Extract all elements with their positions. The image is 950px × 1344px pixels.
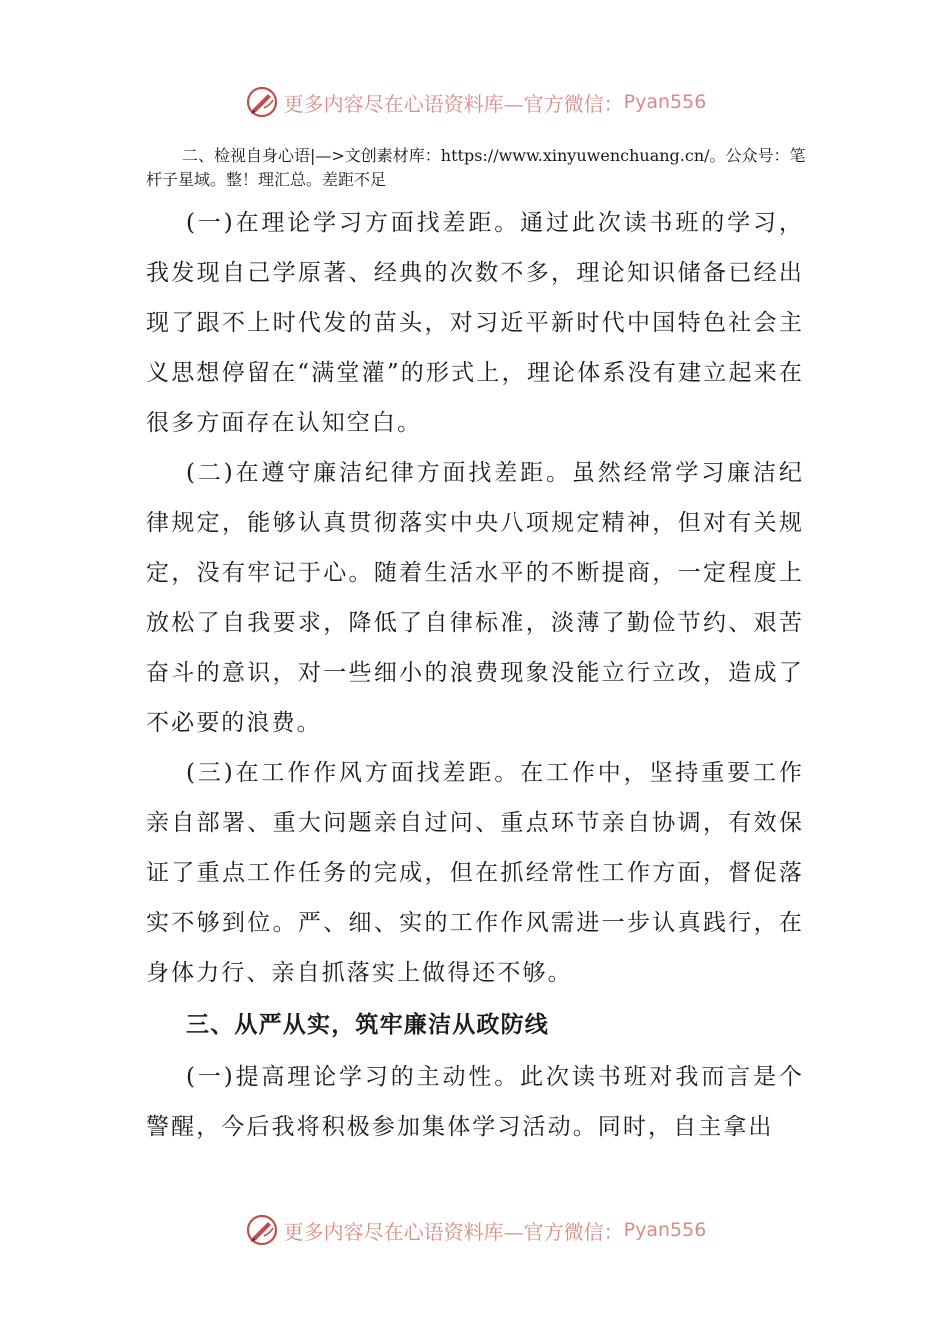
footer-banner	[0, 1208, 950, 1252]
banner-text: 更多内容尽在心语资料库—官方微信：	[283, 91, 624, 116]
pen-logo-icon	[244, 1212, 280, 1248]
intro-line: 二、检视自身心语|—>文创素材库：https://www.xinyuwenchuang.cn/。公众号：笔杆子星域。整！理汇总。差距不足	[146, 146, 806, 189]
paragraph-theory-initiative: (一)提高理论学习的主动性。此次读书班对我而言是个警醒，今后我将积极参加集体学习活动。同时，自主拿出	[146, 1064, 804, 1140]
paragraph-integrity-gap: (二)在遵守廉洁纪律方面找差距。虽然经常学习廉洁纪律规定，能够认真贯彻落实中央八项规定精神，但对有关规定，没有牢记于心。随着生活水平的不断提商，一定程度上放松了自我要求，降低了自律标准，淡薄了勤俭节约、艰苦奋斗的意识，对一些细小的浪费现象没能立行立改，造成了不必要的浪费。	[146, 460, 804, 736]
pen-logo-icon	[244, 84, 280, 120]
banner-wechat-id: Pyan556	[623, 91, 707, 113]
paragraph-work-style-gap: (三)在工作作风方面找差距。在工作中，坚持重要工作亲自部署、重大问题亲自过问、重点环节亲自协调，有效保证了重点工作任务的完成，但在抓经常性工作方面，督促落实不够到位。严、细、实的工作作风需进一步认真践行，在身体力行、亲自抓落实上做得还不够。	[146, 760, 804, 986]
paragraph-theory-gap: (一)在理论学习方面找差距。通过此次读书班的学习，我发现自己学原著、经典的次数不多，理论知识储备已经出现了跟不上时代发的苗头，对习近平新时代中国特色社会主义思想停留在“满堂灌”的形式上，理论体系没有建立起来在很多方面存在认知空白。	[146, 210, 804, 436]
document-body	[146, 198, 804, 1152]
section-heading: 三、从严从实，筑牢廉洁从政防线	[186, 1012, 549, 1038]
header-banner	[0, 80, 950, 124]
banner-wechat-id: Pyan556	[623, 1219, 707, 1241]
banner-text: 更多内容尽在心语资料库—官方微信：	[283, 1219, 624, 1244]
